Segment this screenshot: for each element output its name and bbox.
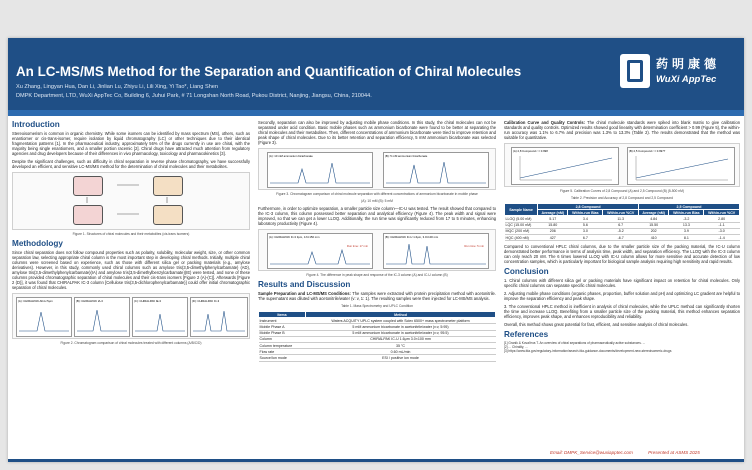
figure-5-calibration-curves <box>504 143 740 187</box>
table-1-header-method: Method <box>306 312 496 318</box>
table-cell: 11.3 <box>603 216 639 222</box>
chromatogram-trace-b <box>75 304 129 334</box>
calibration-line-a <box>512 154 618 182</box>
figure-3-trace-b <box>384 159 488 185</box>
table-cell: Mobile Phase A <box>259 324 306 330</box>
table-cell: 6.7 <box>568 234 603 240</box>
table-cell: Waters ACQUITY UPLC system coupled with Sciex 6500+ mass spectrometer platform <box>306 318 496 324</box>
footer-strip <box>8 459 744 462</box>
chromatogram-panel-a <box>16 297 72 337</box>
figure-2-chromatograms <box>12 293 250 339</box>
figure-4-panel-b-label: (B): CHIRALPAK IC-U 1.6μm, 3.0×100 mm <box>385 235 439 239</box>
table-cell: ESI / positive ion mode <box>306 355 496 361</box>
footer-presented: Presented at ASMS 2025 <box>648 450 700 455</box>
introduction-text-2: Despite the significant challenges, such as difficulty in chiral separation in reverse phase chromatography, we have successfully developed an efficient, and sensitive LC-MS/MS method for the determination of chiral molecules and their metabolites. <box>12 159 250 169</box>
table-cell: Mobile Phase B <box>259 330 306 336</box>
poster-header <box>8 38 744 110</box>
sample-prep-text <box>258 291 496 301</box>
table-row <box>505 234 740 240</box>
table-cell: 3.9 <box>669 228 704 234</box>
table-cell: 13.3 <box>669 222 704 228</box>
calibration-plot-b-title: (B) 2,5 Compound r = 0.9977 <box>629 149 666 153</box>
table-cell: -1.1 <box>704 222 740 228</box>
footer-contact <box>550 450 700 455</box>
table-cell: 3.0 <box>568 228 603 234</box>
references-heading: References <box>504 330 549 340</box>
table-1-header-items: Items <box>259 312 306 318</box>
table-cell: LQC (15.00 nM) <box>505 222 538 228</box>
table-2-subheader: Within-run Bias <box>568 210 603 216</box>
conclusion-heading: Conclusion <box>504 267 549 277</box>
chromatogram-trace-a <box>17 304 71 334</box>
table-2-subheader: Average (nM) <box>538 210 568 216</box>
table-cell: 5.6 <box>568 222 603 228</box>
figure-3-panel-b <box>383 152 489 188</box>
reference-item: [2] ... Chirality, ... <box>504 345 528 350</box>
introduction-heading: Introduction <box>12 120 60 129</box>
structure-arrows <box>13 173 250 229</box>
comparison-text: Compared to conventional HPLC chiral columns, due to the smaller particle size of the packing material, the IC-U column demonstrated better performance in terms of analysis time, peak width, and separation efficiency. The LLOQ with the IC-3 column can only reach 20 nM. The 6 times lowered LLOQ with IC-U column allows for more sensitive and accurate detection of low concentration samples, which is particularly important for biological sample analysis requiring high sensitivity and rapid results. <box>504 244 740 265</box>
table-cell: -5.2 <box>603 228 639 234</box>
table-cell: -3.2 <box>669 216 704 222</box>
panel-c-label: (C): CHIRALPAK IE-3 <box>134 299 161 303</box>
table-cell: 3.4 <box>568 216 603 222</box>
table-cell: LLOQ (5.00 nM) <box>505 216 538 222</box>
table-cell: 202 <box>639 228 669 234</box>
figure-1-caption: Figure 1. Structures of chiral molecules and their metabolites (cis-trans isomers) <box>72 232 190 236</box>
table-cell: 5 mM ammonium bicarbonate in acetonitrile/water (v:v, 5:95) <box>306 324 496 330</box>
column-left <box>12 120 250 450</box>
conclusion-item: 1. Chiral columns with different silica gel or packing materials have significant impact on retention for chiral molecules. Only specific chiral columns can separate specific chiral molecules. <box>504 278 740 289</box>
figure-4-panel-a-label: (A): CHIRALPAK IC-3 3μm, 4.6×150 mm <box>269 235 320 239</box>
table-cell: 35 °C <box>306 342 496 348</box>
chromatogram-trace-c <box>133 304 187 334</box>
figure-3-chromatograms <box>258 148 496 190</box>
calibration-plot-b <box>627 147 735 185</box>
particle-size-text: Furthermore, in order to optimize separation, a smaller particle size column—IC-U was tested. The result showed that compared to the IC-3 column, this column possessed better separation and analytical efficiency (Figure 4). The peak width and signal were improved, so that we can get a lower LLOQ. Additionally, the run time was significantly reduced from 17 to 5 minutes, enhancing laboratory productivity (Figure 4). <box>258 206 496 226</box>
table-cell: 410 <box>639 234 669 240</box>
table-cell: Column temperature <box>259 342 306 348</box>
panel-d-label: (D): CHIRALPAK IC-3 <box>192 299 220 303</box>
table-2-subheader: Within-run Bias <box>669 210 704 216</box>
table-2-subheader: Within-run %CV <box>704 210 740 216</box>
table-cell: -1.4 <box>704 234 740 240</box>
figure-3-panel-b-label: (B): 5 mM ammonium bicarbonate <box>385 154 428 158</box>
author-list: Xu Zhang, Lingyan Hua, Dan Li, Jinlian Lu, Zhiyu Li, Lili Xing, Yi Tao*, Liang Shen <box>16 84 219 90</box>
sample-prep-subheading: Sample Preparation and LC-MS/MS Conditions: <box>258 291 351 296</box>
table-2-precision-accuracy <box>504 203 740 241</box>
table-cell: 5 mM ammonium bicarbonate in acetonitrile/water (v:v, 95:5) <box>306 330 496 336</box>
table-cell: HQC (400 nM) <box>505 234 538 240</box>
conclusion-item: Overall, this method shows great potential for fast, efficient, and sensitive analysis of chiral molecules. <box>504 322 689 328</box>
column-middle <box>258 120 496 450</box>
logo-mark-icon <box>620 54 650 88</box>
sample-prep-body: The samples were extracted with protein precipitation method with acetonitrile. The supernatant was diluted with acetonitrile/water (v: v, 1: 1). The resulting samples were then injected for LC-MS/MS analysis. <box>258 291 496 301</box>
table-row <box>259 355 496 361</box>
figure-3-panel-a-label: (A): 10 mM ammonium bicarbonate <box>269 154 313 158</box>
wuxi-logo <box>620 52 738 96</box>
affiliation: DMPK Department, LTD, WuXi AppTec Co, Building 6, Juhui Park, # 71 Longshan North Road, Pukou District, Nanjing, Jiangsu, China, 210044. <box>16 93 372 99</box>
table-cell: Column <box>259 336 306 342</box>
table-cell: Instrument <box>259 318 306 324</box>
panel-a-label: (A): CHIRALPAK AD-H 5μm <box>18 299 53 303</box>
introduction-text: Stereoisomerism is common in organic chemistry. While some isomers can be identified by mass spectrum (MS), others, such as enantiomer or cis-trans-isomer, require isolation by liquid chromatography (LC) or other techniques due to their identical fragmentation patterns [1]. In the pharmaceutical industry, approximately 56% of the drugs currently in use are chiral, with the majority being single enantiomers, and a smaller portion racemic [2]. Chiral drugs have attracted much attention from regulatory agencies and drug developers because of their differences in vivo pharmacology, toxicology and pharmacokinetics [3]. <box>12 131 250 156</box>
figure-4-runtime-a: Run time: 17 min <box>346 244 368 248</box>
table-cell: MQC (200 nM) <box>505 228 538 234</box>
calibration-line-b <box>628 154 734 182</box>
table-cell: 15.50 <box>639 222 669 228</box>
table-cell: 5.17 <box>538 216 568 222</box>
conclusion-item: 2. Adjusting mobile phase conditions (organic phases, proportion, buffer solution and pH) and optimizing LC gradient are helpful to improve the separation efficiency and peak shape. <box>504 291 740 302</box>
logo-chinese-name: 药明康德 <box>656 57 721 71</box>
figure-3-caption: Figure 3. Chromatogram comparison of chiral molecule separation with different concentrations of ammonium bicarbonate in mobile phase <box>276 192 478 196</box>
figure-2-caption: Figure 2. Chromatogram comparison of chiral molecules treated with different columns (A/B/C/D) <box>60 341 202 345</box>
table-cell: 206 <box>538 228 568 234</box>
table-1-conditions <box>258 311 496 362</box>
figure-4-caption: Figure 4. The difference in peak shape and response of the IC-3 column (A) and IC-U column (B) <box>306 273 448 277</box>
table-cell: 4.84 <box>639 216 669 222</box>
chromatogram-trace-d <box>191 304 247 334</box>
table-2-header-compound-25: 2,5 Compound <box>639 204 740 210</box>
conclusion-item: 3. The conventional HPLC method is inefficient in analysis of chiral molecules, while the UPLC method can significantly shorten the time and increase LLOQ. Benefiting from a smaller particle size of the packing material, this method enhances separation efficiency, improves peak shape, and enhances reproducibility and reliability. <box>504 304 740 320</box>
chromatogram-panel-c <box>132 297 188 337</box>
figure-3-subcaption: (A): 10 mM (B): 5 mM <box>361 199 393 203</box>
calibration-body: The chiral molecule standards were spiked into blank matrix to give calibration standards and quality controls. Optimized results showed good linearity with determination coefficient > 0.99 (Figure 5), the within-run accuracy was 1.1% to 6.7% and precision was 1.3% to 13.3% (Table 2). The results demonstrated that the method was suitable for quantitative. <box>504 120 740 140</box>
footer-email: Email: DMPK_Service@wuxiapptec.com <box>550 450 633 455</box>
figure-5-caption: Figure 5. Calibration Curves of 2,8 Compound (A) and 2,5 Compound (B) (5-500 nM) <box>560 189 684 193</box>
table-2-subheader: Average (nM) <box>639 210 669 216</box>
table-cell: 427 <box>538 234 568 240</box>
calibration-plot-a <box>511 147 619 185</box>
table-cell: 2.80 <box>704 216 740 222</box>
table-2-title: Table 2. Precision and Accuracy of 2,8 Compound and 2,5 Compound <box>571 196 673 200</box>
table-cell: Source/Ion mode <box>259 355 306 361</box>
logo-english-name: WuXi AppTec <box>656 74 717 85</box>
table-cell: 6.7 <box>603 222 639 228</box>
methodology-heading: Methodology <box>12 239 63 248</box>
table-cell: Flow rate <box>259 349 306 355</box>
table-1-title: Table 1. Mass Spectrometry and UPLC Condition <box>341 304 413 308</box>
poster <box>8 38 744 462</box>
table-cell: -3.0 <box>704 228 740 234</box>
table-cell: 0.60 mL/min <box>306 349 496 355</box>
figure-4-chromatograms <box>258 229 496 271</box>
figure-3-panel-a <box>267 152 373 188</box>
table-cell: CHIRALPAK IC-U 1.6μm 3.0×100 mm <box>306 336 496 342</box>
calibration-text <box>504 120 740 140</box>
column-right <box>504 120 740 450</box>
figure-3-trace-a <box>268 159 372 185</box>
figure-4-runtime-b: Run time: 5 min <box>464 244 484 248</box>
figure-4-panel-b <box>383 233 489 269</box>
methodology-text: Since chiral separation does not follow compound properties such as polarity, solubility, molecular weight, size, or other common separation law, selecting appropriate chiral column is the most important step in developing chiral methods. Initially, multiple chiral columns were screened based on experience, such as those with different silica gel or packing materials (e.g., amylose derivatives). However, in this study, commonly used chiral columns such as amylose tris(3,5-dimethylphenylcarbamate) (AD), amylose tris(3,5-dimethylphenylcarbamate)(IA) and amylose tris(3,5-dimethylbenzylcarbamate)(IE) were tested, and none of these columns provided chromatographic separation of chiral molecules and their cis-trans isomers [Figure 2 (A)-(C)]. Afterwards [Figure 2 (D)], it was found that CHIRALPAK IC-3 column [Cellulose tris(3,5-dichlorophenylcarbamate)] could offer initial chromatographic separation of chiral molecules. <box>12 250 250 290</box>
table-2-subheader: Within-run %CV <box>603 210 639 216</box>
calibration-plot-a-title: (A) 2,8 Compound r = 0.998 <box>513 149 548 153</box>
reference-item: [3] https://www.fda.gov/regulatory-information/search-fda-guidance-documents/development-new-stereoisomeric-drugs <box>504 349 672 354</box>
reference-item: [1] Granik & Koval'eva T. An overview of chiral separations of pharmaceutically active substances. ... <box>504 341 646 346</box>
table-2-header-compound-28: 2,8 Compound <box>538 204 639 210</box>
figure-1-structures <box>12 172 250 230</box>
calibration-subheading: Calibration Curve and Quality Controls: <box>504 120 586 125</box>
table-cell: -6.7 <box>603 234 639 240</box>
header-divider <box>8 110 744 116</box>
table-cell: 8.1 <box>669 234 704 240</box>
table-2-header-sample: Sample Name <box>505 204 538 216</box>
poster-title: An LC-MS/MS Method for the Separation and Quantification of Chiral Molecules <box>16 64 522 79</box>
results-heading: Results and Discussion <box>258 280 351 289</box>
panel-b-label: (B): CHIRALPAK IA-3 <box>76 299 103 303</box>
mobile-phase-text: Secondly, separation can also be improved by adjusting mobile phase conditions. In this study, the chiral molecules can not be separated under acid condition. Basic mobile phases such as ammonium bicarbonate were found to be better at separating the chiral molecules and their metabolites. Then, different concentrations of ammonium bicarbonate were tried to improve retention and peak shape of chiral molecules. Due to its better retention and separation efficiency, 5 mM ammonium bicarbonate was selected (Figure 3). <box>258 120 496 145</box>
figure-4-panel-a <box>267 233 373 269</box>
chromatogram-panel-d <box>190 297 248 337</box>
chromatogram-panel-b <box>74 297 130 337</box>
table-cell: 15.80 <box>538 222 568 228</box>
